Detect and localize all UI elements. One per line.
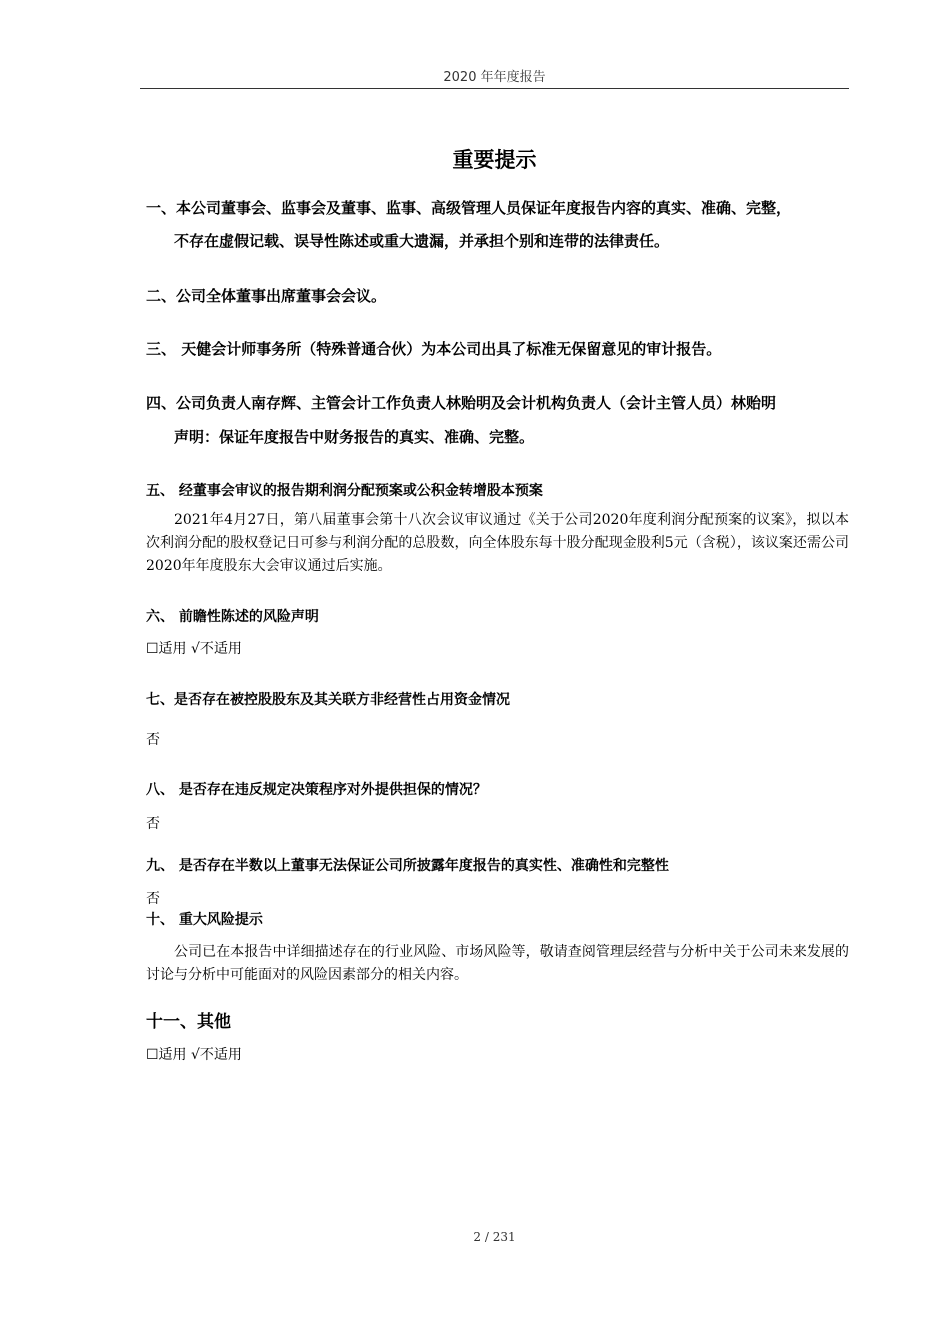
- section-11-option: ☐适用 √不适用: [146, 1047, 242, 1063]
- section-4-line-1: 四、公司负责人南存辉、主管会计工作负责人林贻明及会计机构负责人（会计主管人员）林贻明: [146, 394, 777, 412]
- section-4-line-2: 声明：保证年度报告中财务报告的真实、准确、完整。: [174, 428, 535, 446]
- section-9-heading: 九、 是否存在半数以上董事无法保证公司所披露年度报告的真实性、准确性和完整性: [146, 858, 669, 874]
- section-7-heading: 七、是否存在被控股股东及其关联方非经营性占用资金情况: [146, 692, 510, 708]
- header-rule: [140, 88, 849, 89]
- section-2: 二、公司全体董事出席董事会会议。: [146, 287, 387, 305]
- page-title: 重要提示: [452, 148, 537, 172]
- section-5-body: 2021年4月27日，第八届董事会第十八次会议审议通过《关于公司2020年度利润分配预案的议案》，拟以本次利润分配的股权登记日可参与利润分配的总股数，向全体股东每十股分配现金股利5元（含税），该议案还需公司2020年年度股东大会审议通过后实施。: [146, 512, 849, 574]
- section-11-heading: 十一、其他: [146, 1012, 231, 1032]
- section-6-heading: 六、 前瞻性陈述的风险声明: [146, 609, 319, 625]
- section-7-answer: 否: [146, 732, 160, 748]
- running-header: 2020 年年度报告: [443, 70, 546, 85]
- section-10-body: 公司已在本报告中详细描述存在的行业风险、市场风险等，敬请查阅管理层经营与分析中关于公司未来发展的讨论与分析中可能面对的风险因素部分的相关内容。: [146, 944, 849, 983]
- section-8-heading: 八、 是否存在违反规定决策程序对外提供担保的情况？: [146, 782, 487, 798]
- section-1-line-2: 不存在虚假记载、误导性陈述或重大遗漏，并承担个别和连带的法律责任。: [174, 232, 670, 250]
- page-number: 2 / 231: [473, 1230, 516, 1244]
- section-1-line-1: 一、本公司董事会、监事会及董事、监事、高级管理人员保证年度报告内容的真实、准确、完整，: [146, 199, 792, 217]
- section-9-answer: 否: [146, 891, 160, 907]
- section-8-answer: 否: [146, 816, 160, 832]
- section-6-option: ☐适用 √不适用: [146, 641, 242, 657]
- section-10-heading: 十、 重大风险提示: [146, 912, 263, 928]
- section-3: 三、 天健会计师事务所（特殊普通合伙）为本公司出具了标准无保留意见的审计报告。: [146, 340, 722, 358]
- section-5-heading: 五、 经董事会审议的报告期利润分配预案或公积金转增股本预案: [146, 483, 543, 499]
